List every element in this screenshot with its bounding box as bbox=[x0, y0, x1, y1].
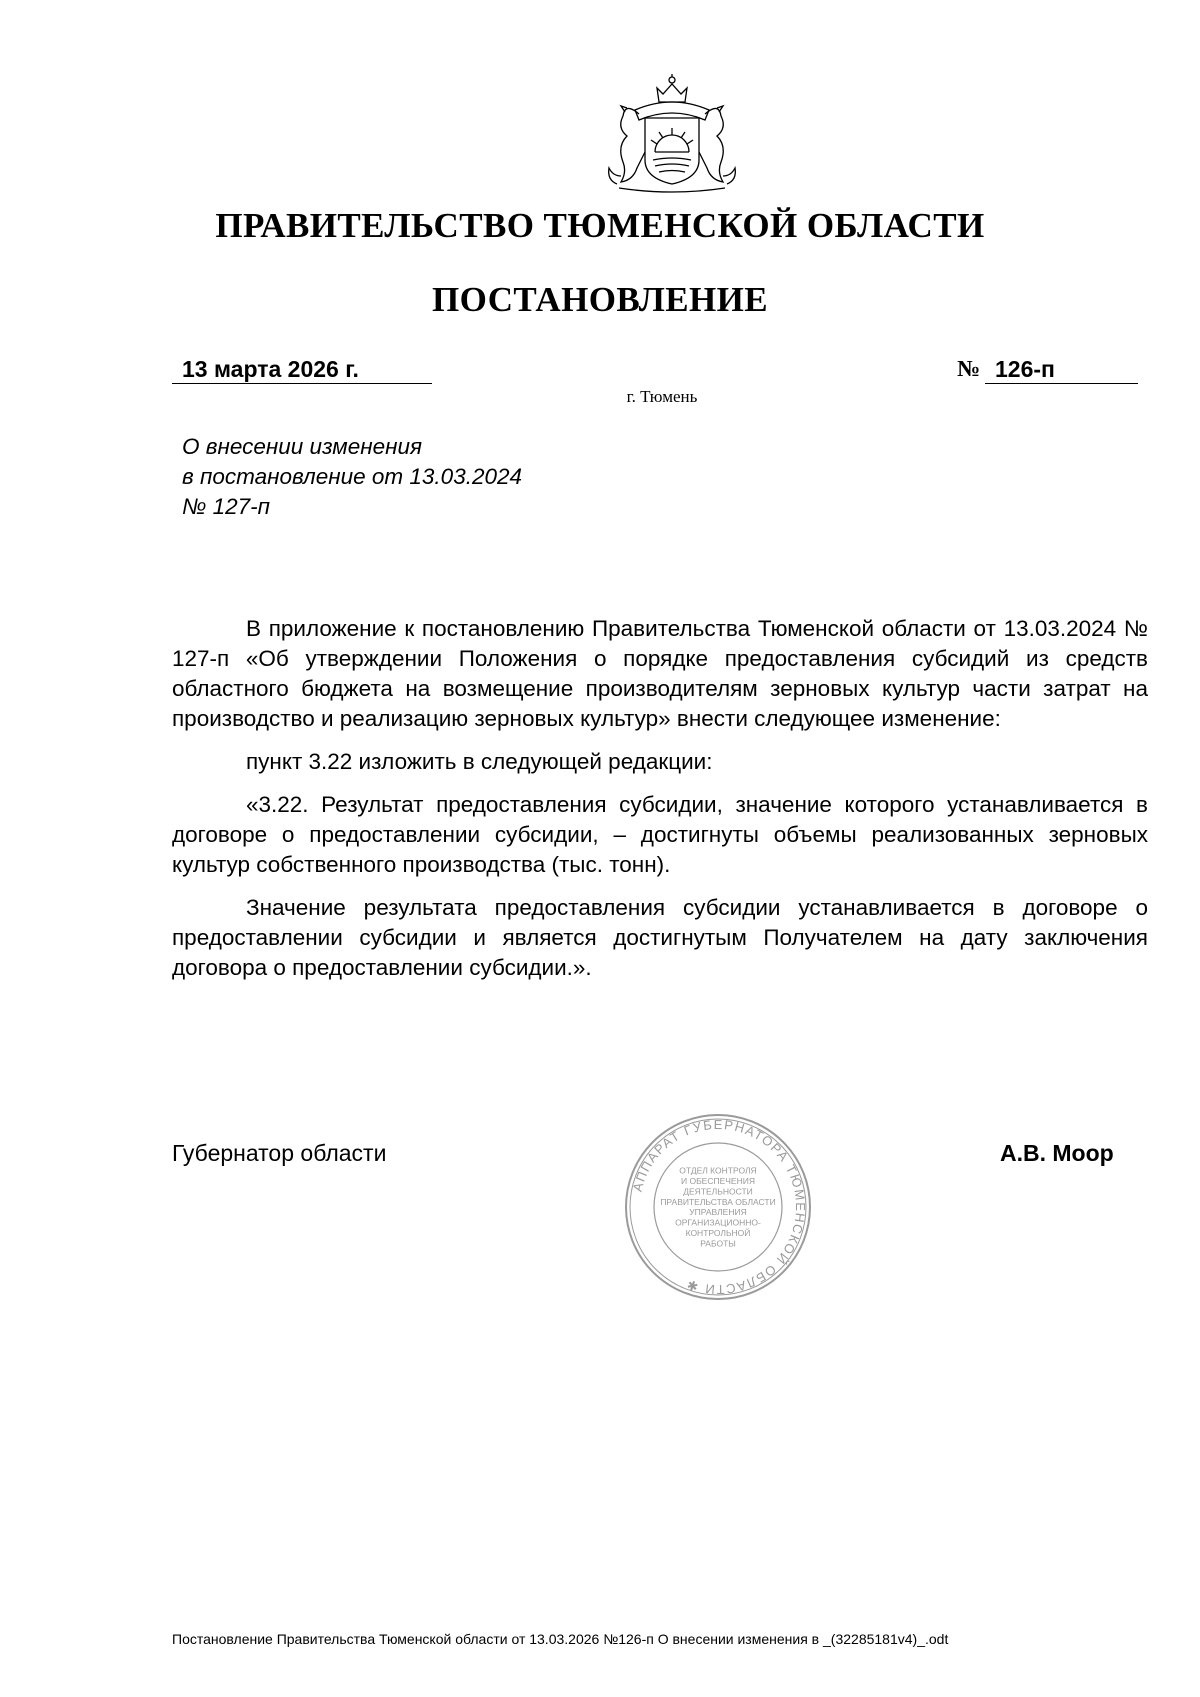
svg-text:И ОБЕСПЕЧЕНИЯ: И ОБЕСПЕЧЕНИЯ bbox=[681, 1176, 755, 1186]
signer-title: Губернатор области bbox=[172, 1140, 387, 1166]
document-number: 126-п bbox=[985, 354, 1138, 384]
document-date: 13 марта 2026 г. bbox=[172, 354, 432, 384]
body-paragraph: пункт 3.22 изложить в следующей редакции: bbox=[246, 749, 713, 774]
svg-text:КОНТРОЛЬНОЙ: КОНТРОЛЬНОЙ bbox=[685, 1228, 751, 1238]
official-stamp bbox=[623, 1112, 813, 1302]
svg-text:ДЕЯТЕЛЬНОСТИ: ДЕЯТЕЛЬНОСТИ bbox=[683, 1186, 753, 1197]
document-footer: Постановление Правительства Тюменской области от 13.03.2026 №126-п О внесении изменения в _(32285181v4)_.odt bbox=[172, 1631, 949, 1647]
svg-text:РАБОТЫ: РАБОТЫ bbox=[700, 1238, 736, 1249]
number-sign: № bbox=[957, 356, 981, 381]
signer-name: А.В. Моор bbox=[1000, 1140, 1114, 1166]
subject-line: О внесении изменения bbox=[182, 434, 423, 459]
document-subject bbox=[182, 432, 522, 522]
svg-text:ПРАВИТЕЛЬСТВА ОБЛАСТИ: ПРАВИТЕЛЬСТВА ОБЛАСТИ bbox=[660, 1196, 776, 1207]
city: г. Тюмень bbox=[626, 387, 698, 406]
body-paragraph: «3.22. Результат предоставления субсидии, значение которого устанавливается в договоре о предоставлении субсидии, – достигнуты объемы реализованных зерновых культур собственного производства (тыс. тонн). bbox=[172, 792, 1148, 877]
subject-line: в постановление от 13.03.2024 bbox=[182, 464, 523, 489]
document-type: ПОСТАНОВЛЕНИЕ bbox=[432, 280, 768, 319]
svg-text:ОРГАНИЗАЦИОННО-: ОРГАНИЗАЦИОННО- bbox=[675, 1217, 761, 1228]
subject-line: № 127-п bbox=[182, 494, 271, 519]
body-paragraph: Значение результата предоставления субсидии устанавливается в договоре о предоставлении субсидии и является достигнутым Получателем на дату заключения договора о предоставлении субсидии.». bbox=[172, 895, 1148, 980]
body-paragraph: В приложение к постановлению Правительства Тюменской области от 13.03.2024 № 127-п «Об утверждении Положения о порядке предоставления субсидий из средств областного бюджета на возмещение производителям зерновых культур части затрат на производство и реализацию зерновых культур» внести следующее изменение: bbox=[172, 616, 1148, 731]
svg-text:ОТДЕЛ КОНТРОЛЯ: ОТДЕЛ КОНТРОЛЯ bbox=[679, 1165, 757, 1176]
document-body bbox=[172, 614, 1148, 996]
government-title: ПРАВИТЕЛЬСТВО ТЮМЕНСКОЙ ОБЛАСТИ bbox=[215, 206, 985, 245]
coat-of-arms-icon bbox=[595, 72, 749, 200]
svg-text:УПРАВЛЕНИЯ: УПРАВЛЕНИЯ bbox=[689, 1207, 747, 1218]
svg-text:АППАРАТ ГУБЕРНАТОРА ТЮМЕНСКОЙ: АППАРАТ ГУБЕРНАТОРА ТЮМЕНСКОЙ ОБЛАСТИ ✱ bbox=[629, 1116, 809, 1298]
